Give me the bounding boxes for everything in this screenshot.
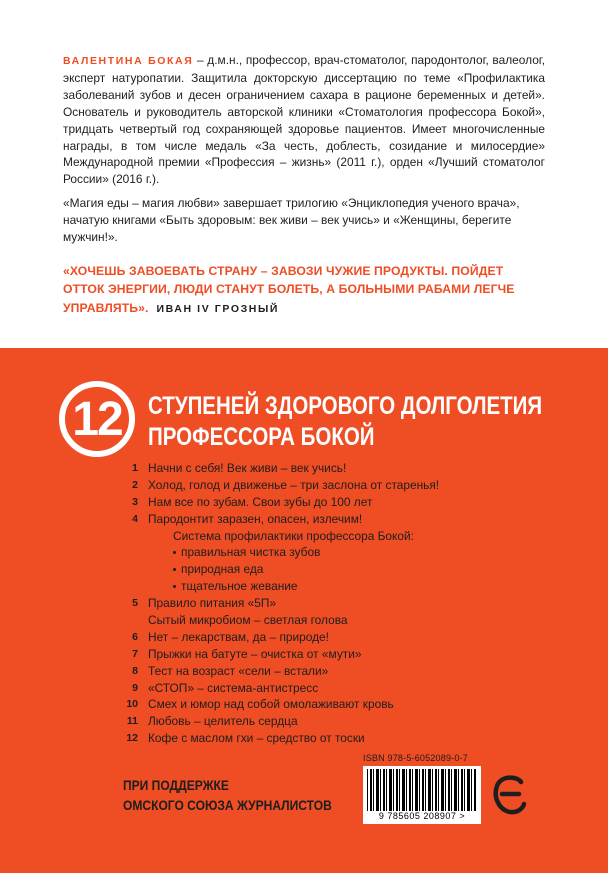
list-item xyxy=(0,494,608,511)
step-subheading: Система профилактики профессора Бокой: xyxy=(173,528,414,543)
list-item xyxy=(0,477,608,494)
step-number: 3 xyxy=(132,495,138,508)
heading-line-2: ПРОФЕССОРА БОКОЙ xyxy=(148,423,375,451)
step-text: Правило питания «5П» xyxy=(148,596,277,611)
step-text: Прыжки на батуте – очистка от «мути» xyxy=(148,646,362,661)
list-item xyxy=(0,663,608,680)
author-name: ВАЛЕНТИНА БОКАЯ xyxy=(63,55,194,67)
book-description: «Магия еды – магия любви» завершает трилогию «Энциклопедия ученого врача», начатую книгами «Быть здоровым: век живи – век учись» и «Женщины, берегите мужчин!». xyxy=(63,196,520,244)
list-item xyxy=(0,713,608,730)
author-bio-text: – д.м.н., профессор, врач-стоматолог, пародонтолог, валеолог, эксперт натуропатии. Защитила докторскую диссертацию по теме «Профилактика заболеваний зубов и десен ограничением сахара в рационе беременных и детей». Основатель и руководитель авторской клиники «Стоматология профессора Бокой», тридцать четвертый год сохраняющей здоровье пациентов. Имеет многочисленные награды, в том числе медаль «За честь, доблесть, созидание и милосердие» Международной премии «Профессия – жизнь» (2011 г.), орден «Лучший стоматолог России» (2016 г.). xyxy=(63,53,545,187)
author-bio xyxy=(63,52,545,188)
step-number: 1 xyxy=(132,462,138,474)
steps-section xyxy=(0,348,608,873)
step-text: Нет – лекарствам, да – природе! xyxy=(148,629,329,644)
list-item xyxy=(0,629,608,646)
list-item xyxy=(0,612,608,629)
sub-item-text: правильная чистка зубов xyxy=(181,545,321,560)
list-item xyxy=(0,528,608,545)
barcode-bars xyxy=(367,769,477,811)
sub-item xyxy=(173,544,320,561)
step-text: Нам все по зубам. Свои зубы до 100 лет xyxy=(148,494,373,509)
step-number: 5 xyxy=(132,597,138,610)
list-item xyxy=(0,544,608,561)
step-text: Кофе с маслом гхи – средство от тоски xyxy=(148,731,365,746)
sub-item xyxy=(173,578,298,595)
isbn-label: ISBN 978-5-6052089-0-7 xyxy=(363,753,468,763)
number-badge xyxy=(59,381,135,457)
step-number: 12 xyxy=(126,732,138,745)
barcode-digits: 9 785605 208907 > xyxy=(378,811,466,821)
step-text-continued: Сытый микробиом – светлая голова xyxy=(148,613,348,628)
quote-text: «ХОЧЕШЬ ЗАВОЕВАТЬ СТРАНУ – ЗАВОЗИ ЧУЖИЕ ПРОДУКТЫ. ПОЙДЕТ ОТТОК ЭНЕРГИИ, ЛЮДИ СТАНУТ БОЛЕТЬ, А БОЛЬНЫМИ РАБАМИ ЛЕГЧЕ УПРАВЛЯТЬ». xyxy=(63,264,515,315)
support-line-2: ОМСКОГО СОЮЗА ЖУРНАЛИСТОВ xyxy=(123,797,332,813)
step-number: 4 xyxy=(132,512,138,525)
step-number: 6 xyxy=(132,630,138,643)
author-section xyxy=(0,0,608,348)
quote-author: ИВАН IV ГРОЗНЫЙ xyxy=(156,302,279,315)
barcode-block xyxy=(363,753,481,824)
list-item xyxy=(0,460,608,477)
support-line-1: ПРИ ПОДДЕРЖКЕ xyxy=(123,777,229,793)
list-item xyxy=(0,646,608,663)
step-text: Тест на возраст «сели – встали» xyxy=(148,663,329,678)
steps-heading xyxy=(148,391,543,453)
epigraph-quote xyxy=(63,262,545,318)
list-item xyxy=(0,696,608,713)
step-number: 7 xyxy=(132,647,138,660)
step-number: 8 xyxy=(132,664,138,677)
heading-line-1: СТУПЕНЕЙ ЗДОРОВОГО ДОЛГОЛЕТИЯ xyxy=(148,392,543,420)
list-item xyxy=(0,595,608,612)
bullet-icon xyxy=(173,568,176,571)
list-item xyxy=(0,680,608,697)
sub-item-text: тщательное жевание xyxy=(181,579,298,594)
barcode xyxy=(363,766,481,824)
step-text: Холод, голод и движенье – три заслона от старенья! xyxy=(148,477,440,492)
list-item xyxy=(0,730,608,747)
step-text: Смех и юмор над собой омолаживают кровь xyxy=(148,697,394,712)
steps-list xyxy=(0,460,608,747)
step-text: Начни с себя! Век живи – век учись! xyxy=(148,461,347,475)
step-text: Любовь – целитель сердца xyxy=(148,714,298,729)
step-number: 9 xyxy=(132,681,138,694)
step-text: Пародонтит заразен, опасен, излечим! xyxy=(148,511,363,526)
step-text: «СТОП» – система-антистресс xyxy=(148,680,319,695)
list-item xyxy=(0,578,608,595)
sub-item xyxy=(173,561,263,578)
bullet-icon xyxy=(173,551,176,554)
step-number: 11 xyxy=(126,715,138,728)
bullet-icon xyxy=(173,585,176,588)
step-number: 10 xyxy=(126,698,138,711)
eksmo-logo-icon xyxy=(493,773,527,817)
list-item xyxy=(0,511,608,528)
sub-item-text: природная еда xyxy=(181,562,264,577)
support-note xyxy=(123,775,332,815)
list-item xyxy=(0,561,608,578)
badge-number: 12 xyxy=(72,393,122,446)
step-number: 2 xyxy=(132,478,138,491)
